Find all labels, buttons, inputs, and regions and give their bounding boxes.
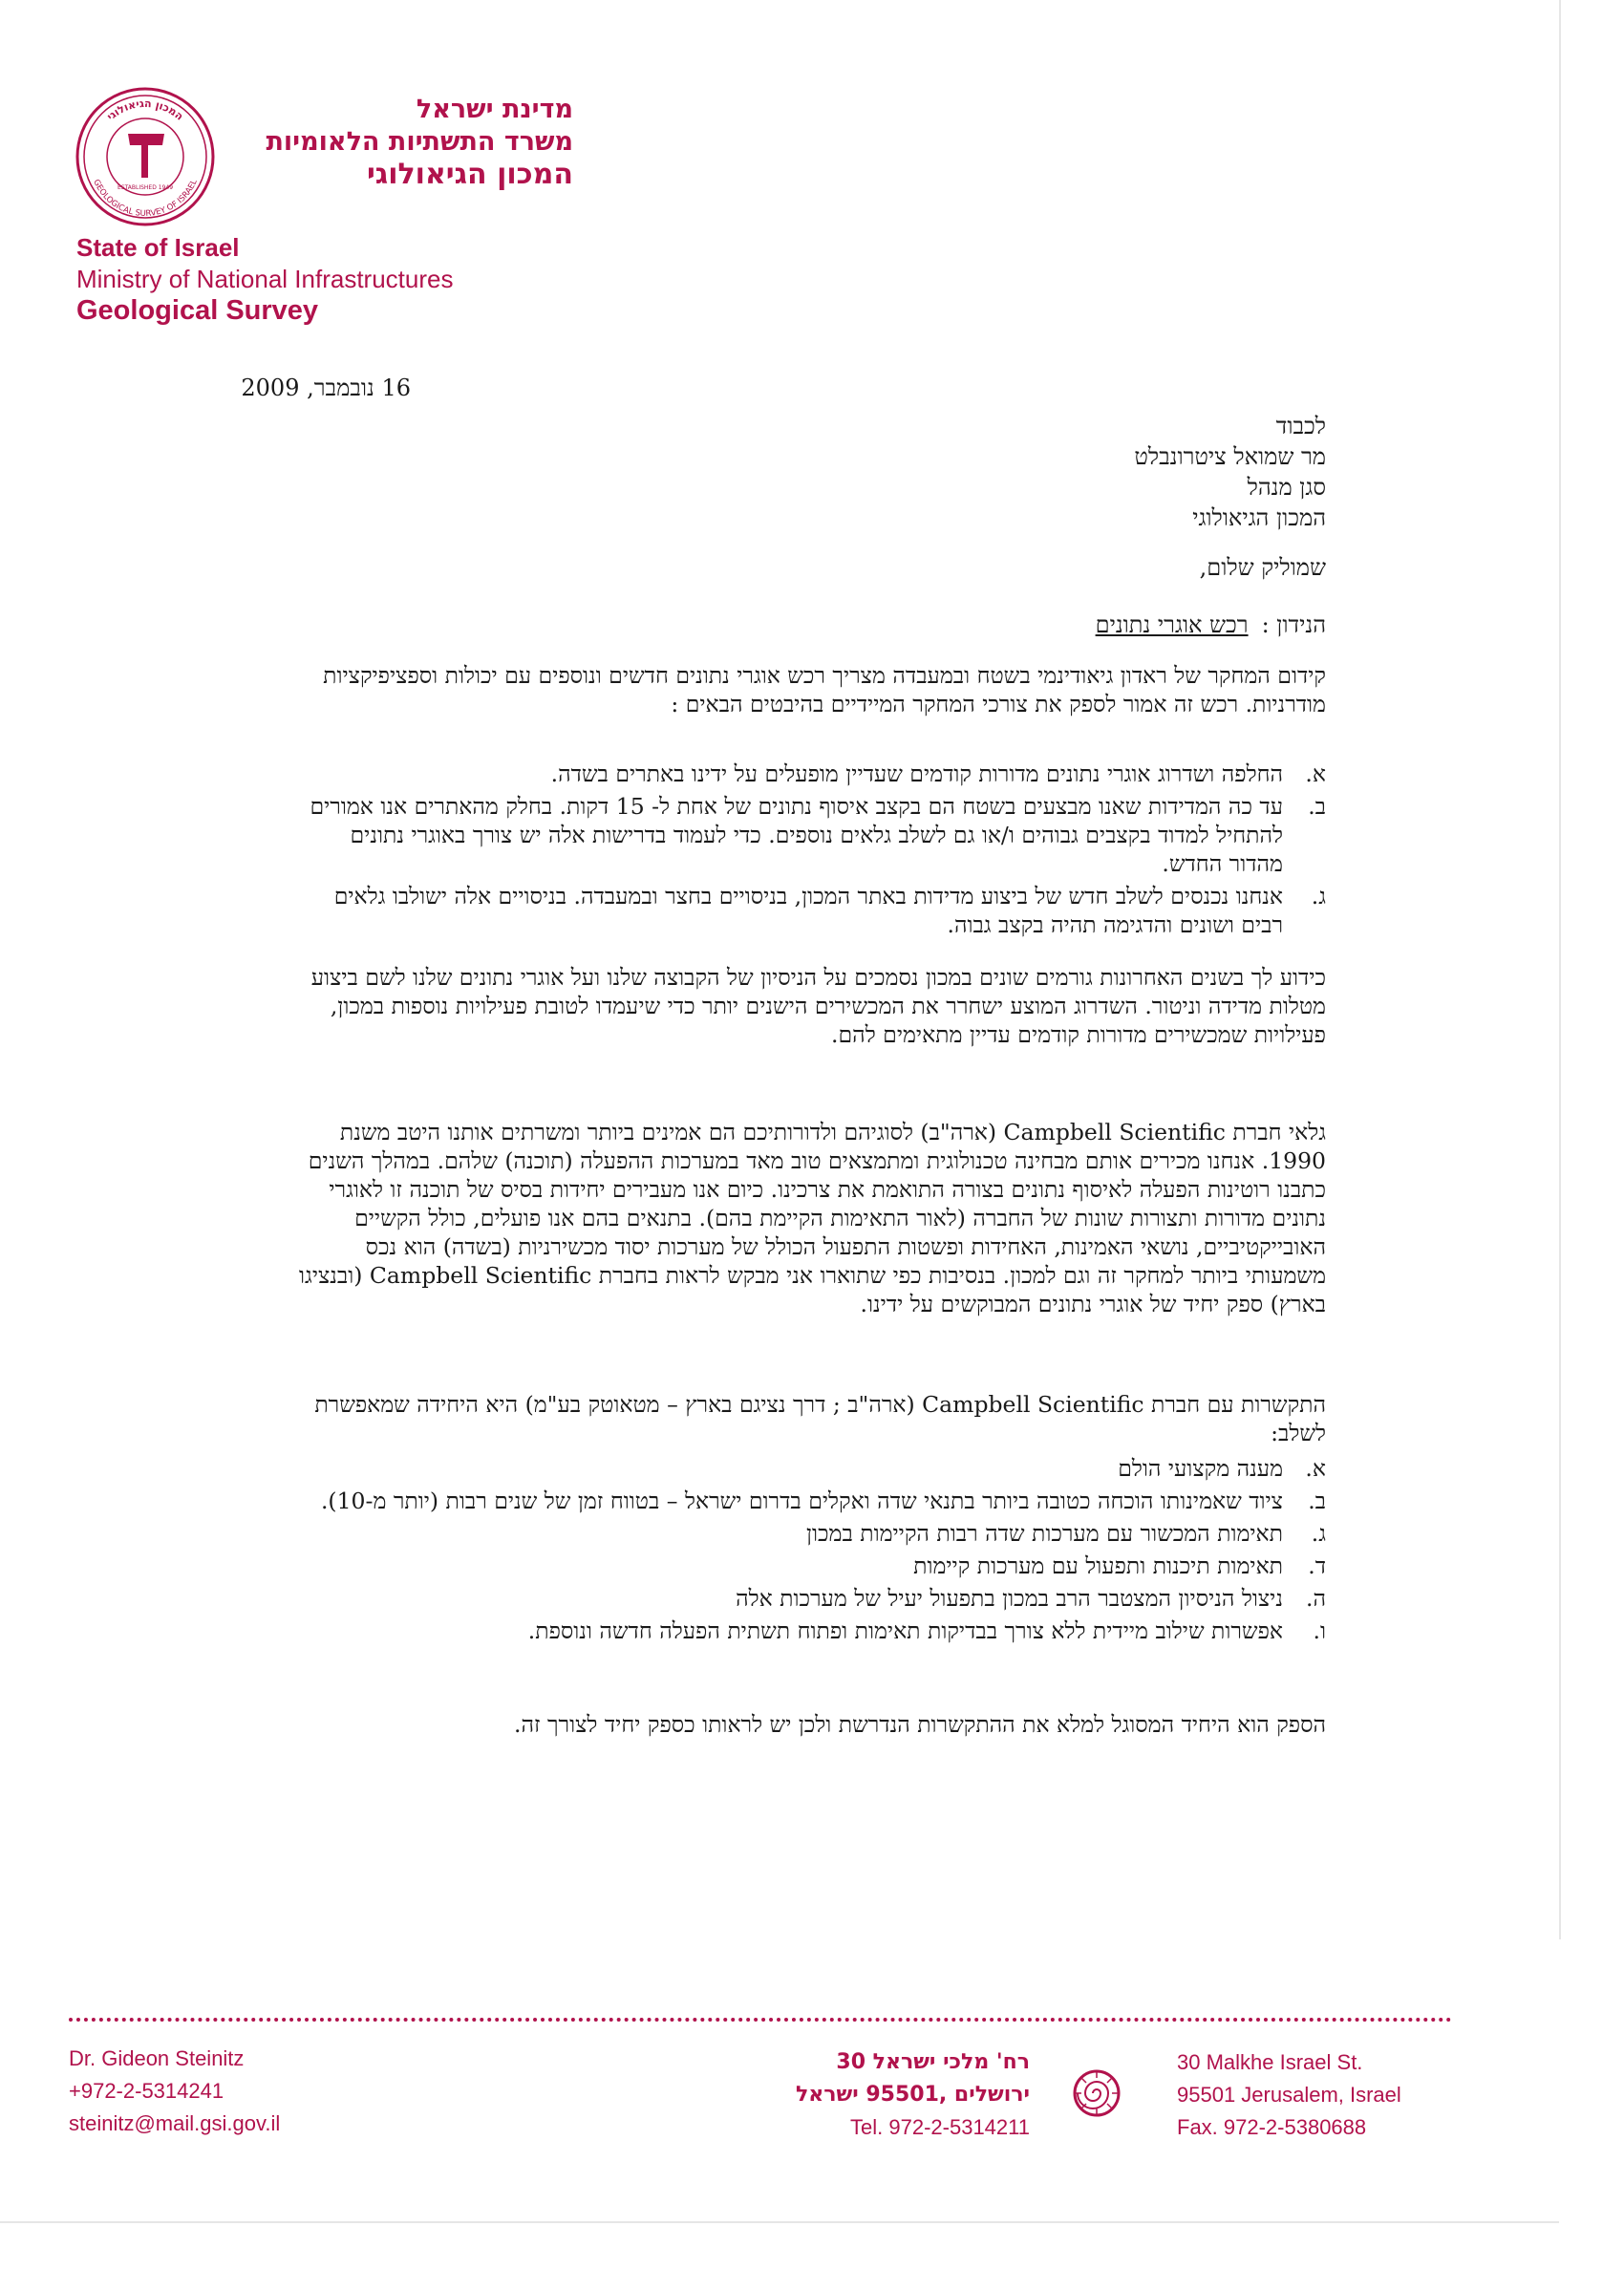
list-text: ציוד שאמינותו הוכחה כטובה ביותר בתנאי שדה ואקלים בדרום ישראל – בטווח זמן של שנים רבות (יותר מ-10). [320, 1488, 1283, 1514]
paragraph-intro: קידום המחקר של ראדון גיאודינמי בשטח ובמעבדה מצריך רכש אוגרי נתונים חדשים ונוספים עם יכולות וספציפיקציות מודרניות. רכש זה אמור לספק את צורכי המחקר המיידיים בהיבטים הבאים : [323, 662, 1326, 717]
list-text: ניצול הניסיון המצטבר הרב במכון בתפעול יעיל של מערכות אלה [736, 1585, 1283, 1612]
footer-eng-city: 95501 Jerusalem, Israel [1177, 2083, 1401, 2107]
footer-phone: +972-2-5314241 [69, 2079, 224, 2103]
footer-name: Dr. Gideon Steinitz [69, 2046, 245, 2070]
footer-eng-street: 30 Malkhe Israel St. [1177, 2050, 1363, 2074]
footer-english-address [1177, 2046, 1401, 2144]
list-marker: א. [1305, 760, 1326, 787]
subject-line [1096, 611, 1326, 639]
paragraph-background: כידוע לך בשנים האחרונות גורמים שונים במכון נסמכים על הניסיון של הקבוצה שלנו ועל אוגרי נתונים שלנו לשם ביצוע מטלות מדידה וניטור. השדרוג המוצע ישחרר את המכשירים הישנים יותר כדי שיעמדו לטובת פעילויות נוספות במכון, פעילויות שמכשירים מדורות קודמים עדיין מתאימים להם. [310, 964, 1326, 1048]
list-marker: א. [1305, 1455, 1326, 1482]
footer-divider [69, 2018, 1452, 2022]
subject-label: הנידון : [1261, 611, 1326, 638]
list-text: תאימות תיכנות ותפעול עם מערכות קיימות [913, 1552, 1283, 1579]
greeting: שמוליק שלום, [1199, 554, 1326, 581]
eng-ministry-name: Ministry of National Infrastructures [76, 265, 454, 293]
heb-institute-name: המכון הגיאולוגי [366, 158, 573, 191]
footer-tel: Tel. 972-2-5314211 [850, 2115, 1030, 2139]
footer-heb-city: ירושלים ,95501 ישראל [795, 2083, 1030, 2107]
list-marker: ג. [1311, 1520, 1326, 1547]
list-item [294, 1616, 1326, 1645]
english-letterhead [76, 232, 453, 327]
list-text: מענה מקצועי הולם [1118, 1455, 1283, 1482]
list-text: תאימות המכשור עם מערכות שדה רבות הקיימות במכון [806, 1520, 1283, 1547]
list-marker: ב. [1308, 1488, 1326, 1514]
closing-statement: הספק הוא היחיד המסוגל למלא את ההתקשרות הנדרשת ולכן יש לראותו כספק יחיד לצורך זה. [513, 1711, 1326, 1738]
addressee-line: לכבוד [1275, 413, 1326, 439]
addressee-block [1134, 411, 1326, 533]
list-marker: ו. [1313, 1617, 1326, 1644]
letter-date: 16 נובמבר, 2009 [241, 375, 411, 401]
subject-text: רכש אוגרי נתונים [1095, 611, 1249, 638]
eng-institute-name: Geological Survey [76, 295, 319, 326]
list-marker: ד. [1308, 1552, 1326, 1579]
list-item [294, 792, 1326, 878]
seal-established-text: ESTABLISHED 1949 [117, 184, 174, 191]
list-item [294, 1519, 1326, 1548]
addressee-line: מר שמואל ציטרונבלט [1134, 443, 1326, 470]
paragraph-engagement: התקשרות עם חברת Campbell Scientific (ארה"ב ; דרך נציגם בארץ – מטאוטק בע"מ) היא היחידה שמאפשרת לשלב: [314, 1391, 1326, 1446]
ammonite-shell-icon [1072, 2068, 1122, 2118]
list-marker: ה. [1306, 1585, 1326, 1612]
footer-heb-street: רח' מלכי ישראל 30 [836, 2050, 1030, 2074]
footer-fax: Fax. 972-2-5380688 [1177, 2115, 1367, 2139]
list-text: עד כה המדידות שאנו מבצעים בשטח הם בקצב איסוף נתונים של אחת ל- 15 דקות. בחלק מהאתרים אנו אמורים להתחיל למדוד בקצבים גבוהים ו/או גם לשלב גלאים נוספים. כדי לעמוד בדרישות אלה יש צורך באוגרי נתונים מהדור החדש. [310, 793, 1283, 877]
list-text: החלפה ושדרוג אוגרי נתונים מדורות קודמים שעדיין מופעלים על ידינו באתרים בשדה. [550, 760, 1283, 787]
list-text: אפשרות שילוב מיידית ללא צורך בבדיקות תאימות ופתוח תשתית הפעלה חדשה ונוספת. [527, 1617, 1283, 1644]
footer-hebrew-address [796, 2046, 1030, 2144]
addressee-line: סגן מנהל [1247, 474, 1326, 501]
page-edge-right [1559, 0, 1561, 1939]
hebrew-letterhead [266, 94, 573, 191]
seal-side-text: GEOLOGICAL SURVEY OF ISRAEL [91, 178, 200, 220]
seal-top-text: המכון הגיאולוגי [104, 96, 186, 123]
list-item [294, 1454, 1326, 1483]
list-marker: ב. [1308, 793, 1326, 820]
needs-list [294, 760, 1326, 943]
eng-state-name: State of Israel [76, 233, 240, 262]
list-item [294, 1584, 1326, 1613]
heb-ministry-name: משרד התשתיות הלאומיות [266, 127, 573, 157]
list-text: אנחנו נכנסים לשלב חדש של ביצוע מדידות באתר המכון, בניסויים בחצר ובמעבדה. בניסויים אלה ישולבו גלאים רבים ושונים והדגימה תהיה בקצב גבוה. [333, 883, 1283, 938]
benefits-list [294, 1454, 1326, 1649]
addressee-line: המכון הגיאולוגי [1192, 504, 1326, 531]
list-marker: ג. [1311, 883, 1326, 910]
heb-state-name: מדינת ישראל [416, 95, 573, 124]
list-item [294, 1487, 1326, 1515]
geological-survey-seal-icon [75, 86, 216, 227]
list-item [294, 760, 1326, 788]
page-edge-bottom [0, 2221, 1559, 2223]
list-item [294, 1552, 1326, 1580]
footer-contact [69, 2043, 280, 2140]
list-item [294, 882, 1326, 939]
footer-email: steinitz@mail.gsi.gov.il [69, 2111, 281, 2135]
paragraph-campbell: גלאי חברת Campbell Scientific (ארה"ב) לסוגיהם ולדורותיכם הם אמינים ביותר ומשרתים אותנו היטב משנת 1990. אנחנו מכירים אותם מבחינה טכנולוגית ומתמצאים טוב מאד במערכות ההפעלה (תוכנה) שלהם. במהלך השנים כתבנו רוטינות הפעלה לאיסוף נתונים בצורה התואמת את צרכינו. כיום אנו מעבירים יחידות בסיס של תוכנה זו לאוגרי נתונים מדורות ותצורות שונות של החברה (לאור התאימות הקיימת בהם). בתנאים בהם אנו פועלים, כולל הקשיים האובייקטיביים, נושאי האמינות, האחידות ופשטות התפעול הכולל של מערכות יסוד מכשירניות (בשדה) הוא נכס משמעותי ביותר למחקר זה וגם למכון. בנסיבות כפי שתוארו אני מבקש לראות בחברת Campbell Scientific (ובנציגו בארץ) ספק יחיד של אוגרי נתונים המבוקשים על ידינו. [299, 1119, 1326, 1317]
